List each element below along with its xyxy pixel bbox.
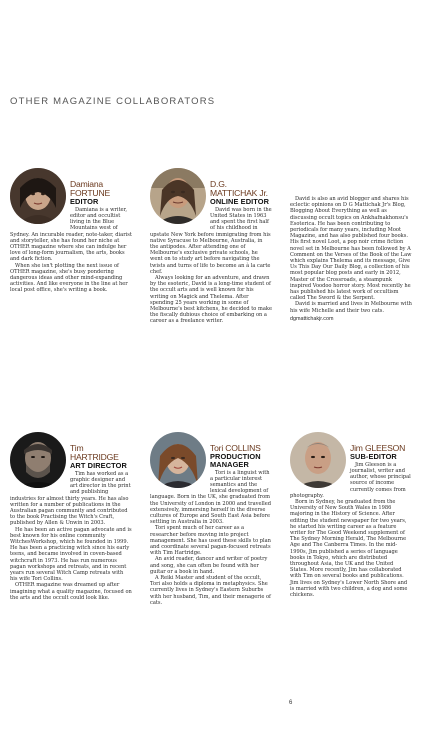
bio-paragraph: An avid reader, dancer and writer of poetry and song, she can often be found with her guitar or a book in hand. [150,556,268,575]
contributor-name: Tim HARTRIDGE [70,443,119,462]
portrait-damiana [10,168,66,224]
website-link[interactable]: dgmattichakjr.com [290,315,334,322]
contributor-role: SUB-EDITOR [350,452,397,461]
bio-paragraph: A Reiki Master and student of the occult, Tori also holds a diploma in metaphysics. She currently lives in Sydney's Eastern Suburbs with her husband, Tim, and their menagerie of cats. [150,575,271,606]
bio-tim-hartridge [10,432,132,601]
bio-tori-collins [150,432,272,606]
page-number: 6 [289,700,293,706]
contributor-name: Tori COLLINS [210,443,261,453]
contributor-name: Jim GLEESON [350,443,406,453]
bio-paragraph: Tim has worked as a graphic designer and art director in the print and publishing industries for almost thirty years. He has also written for a number of publications in the Australian pagan community and contributed to the book Practising the Witch's Craft, published by Allen & Unwin in 2003. [10,470,131,527]
bio-paragraph: David is married and lives in Melbourne with his wife Michelle and their two cats. [290,301,412,314]
bio-paragraph: Tori spent much of her career as a researcher before moving into project management. She has used these skills to plan and coordinate several pagan-focused retreats with Tim Hartridge. [150,525,271,557]
bio-paragraph: He has been an active pagan advocate and is best known for his online community WitchesWorkshop, which he founded in 1999. He has been a practicing witch since his early teens, and became involved in coven-based witchcraft in 1973. He has run numerous pagan workshops and retreats, and in recent years run several Witch Camp retreats with his wife Tori Collins. [10,526,132,583]
bio-paragraph: David is also an avid blogger and shares his eclectic opinions on D G Mattichak Jr's Blog, Blogging About Everything as well as discussing occult topics on Ankhafnakhonsu's Esoterica. He has been contributing to periodicals for many years, including Moot Magazine, and has also published four books. His first novel Loot, a pop noir crime fiction novel set in Melbourne has been followed by A Comment on the Verses of the Book of the Law which explains Thelema and its message, Give Us This Day Our Daily Blog, a collection of his most popular blog posts and early in 2012, Master of the Crossroads, a steampunk inspired Voodoo horror story. Most recently he has published his latest work of occultism called The Sword & the Serpent. [290,196,412,302]
bio-paragraph: Jim Gleeson is a journalist, writer and author, whose principal source of income currently comes from photography. [290,461,411,499]
contributor-role: ART DIRECTOR [70,461,127,470]
bio-paragraph: When she isn't plotting the next issue of OTHER magazine, she's busy pondering dangerous ideas and other mind-expanding activities. And like everyone in the line at her local post office, she's writing a book. [10,262,128,294]
portrait-tim [10,432,66,488]
bio-paragraph: Tori is a linguist with a particular interest semantics and the lexical development of language. Born in the UK, she graduated from the University of London in 2000 and travelled extensively, immersing herself in the diverse cultures of Europe and South East Asia before settling in Australia in 2003. [150,469,272,526]
bio-paragraph: Born in Sydney, he graduated from the University of New South Wales in 1986 majoring in the History of Science. After editing the student newspaper for two years, he started his writing career as a feature writer for The Good Weekend supplement of The Sydney Morning Herald, The Melbourne Age and The Canberra Times. In the mid-1990s, Jim published a series of language books in Tokyo, which are distributed throughout Asia, the UK and the United States. More recently, Jim has collaborated with Tim on several books and publications. Jim lives on Sydney's Lower North Shore and is married with two children, a dog and some chickens. [290,499,408,599]
bio-damiana [10,168,132,294]
bio-dg-mattichak [150,168,272,325]
portrait-jim [290,432,346,488]
section-heading: OTHER MAGAZINE COLLABORATORS [10,96,216,107]
bio-paragraph: Always looking for an adventure, and drawn by the esoteric, David is a long-time student of the occult arts and is well known for his writing on Magick and Thelema. After spending 25 years working in some of Melbourne's best kitchens, he decided to make the fiscally dubious choice of embarking on a career as a freelance writer. [150,275,272,325]
bio-paragraph: David was born in the United States in 1963 and spent the first half of his childhood in upstate New York before immigrating from his native Syracuse to Melbourne, Australia, in the antipodes. After attending one of Melbourne's exclusive private schools, he went on to study art before navigating the twists and turns of life to become an à la carte chef. [150,206,272,275]
bio-paragraph: OTHER magazine was dreamed up after imagining what a quality magazine, focused on the arts and the occult could look like. [10,582,132,601]
contributor-role: EDITOR [70,197,99,206]
contributor-name: D.G. MATTICHAK Jr. [210,179,268,198]
portrait-tori [150,432,206,488]
bio-dg-continued [290,196,412,322]
bio-jim-gleeson [290,432,412,598]
contributor-name: Damiana FORTUNE [70,179,110,198]
contributor-role: ONLINE EDITOR [210,197,270,206]
portrait-dg [150,168,206,224]
bio-paragraph: Damiana is a writer, editor and occultist living in the Blue Mountains west of Sydney. An incurable reader, note-taker, diarist and storyteller, she has found her niche at OTHER magazine where she can indulge her love of long-form journalism, the arts, books and dark fiction. [10,206,132,263]
contributor-role: PRODUCTION MANAGER [210,452,261,469]
